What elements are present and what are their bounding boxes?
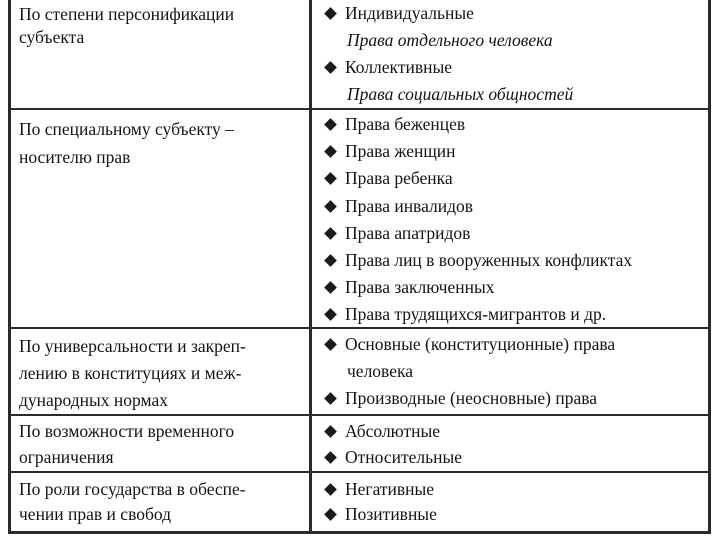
item-label: Права ребенка [345, 168, 453, 189]
list-item [326, 247, 704, 274]
item-label: Права заключенных [345, 277, 495, 298]
criterion-text: По возможности временного ограничения [19, 421, 235, 467]
criterion-text: По степени персонификации субъекта [19, 4, 235, 47]
criterion-text: По роли государства в обеспе- чении прав и свобод [19, 479, 246, 524]
criterion-cell [11, 416, 312, 471]
diamond-bullet-icon [324, 7, 337, 20]
list-item [326, 444, 704, 470]
item-note: Права отдельного человека [347, 30, 553, 50]
diamond-bullet-icon [324, 425, 337, 438]
item-label: Относительные [345, 447, 462, 467]
item-label: Права инвалидов [345, 195, 474, 216]
list-item [326, 0, 704, 27]
list-item [326, 193, 704, 220]
item-label: Коллективные [345, 57, 452, 77]
item-label: Права лиц в вооруженных конфликтах [345, 250, 633, 271]
diamond-bullet-icon [324, 392, 337, 405]
classification-table [8, 0, 711, 534]
diamond-bullet-icon [324, 200, 337, 213]
list-item [326, 418, 704, 444]
criterion-text: По специальному субъекту – носителю прав [19, 119, 234, 167]
list-item [326, 138, 704, 165]
diamond-bullet-icon [324, 173, 337, 186]
item-label: Позитивные [345, 504, 437, 524]
diamond-bullet-icon [324, 145, 337, 158]
diamond-bullet-icon [324, 338, 337, 351]
list-item [326, 301, 704, 328]
criterion-cell [11, 110, 312, 327]
item-label: Абсолютные [345, 421, 441, 441]
diamond-bullet-icon [324, 451, 337, 464]
criterion-text: По универсальности и закреп- лению в конституциях и меж- дународных нормах [19, 336, 246, 410]
types-cell [312, 473, 708, 531]
types-cell [312, 110, 708, 327]
table-row [11, 329, 708, 416]
table-row [11, 110, 708, 329]
table-row [11, 0, 708, 110]
criterion-cell [11, 473, 312, 531]
diamond-bullet-icon [324, 118, 337, 131]
types-cell [312, 416, 708, 471]
diamond-bullet-icon [324, 254, 337, 267]
item-label: Производные (неосновные) права [345, 388, 598, 408]
types-cell [312, 0, 708, 108]
diamond-bullet-icon [324, 227, 337, 240]
list-item [326, 220, 704, 247]
diamond-bullet-icon [324, 309, 337, 322]
item-label: Права трудящихся-мигрантов и др. [345, 304, 607, 325]
item-label: Основные (конституционные) права [345, 334, 616, 354]
list-item [326, 111, 704, 138]
item-label: Права женщин [345, 141, 456, 162]
item-note: Права социальных общностей [347, 84, 574, 104]
criterion-cell [11, 329, 312, 414]
diamond-bullet-icon [324, 483, 337, 496]
item-label: Права апатридов [345, 222, 471, 243]
table-row [11, 416, 708, 473]
table-row [11, 473, 708, 531]
diamond-bullet-icon [324, 508, 337, 521]
list-item [326, 274, 704, 301]
list-item [326, 477, 704, 502]
criterion-cell [11, 0, 312, 108]
types-cell [312, 329, 708, 414]
item-label: Права беженцев [345, 114, 466, 134]
diamond-bullet-icon [324, 281, 337, 294]
diamond-bullet-icon [324, 61, 337, 74]
list-item [326, 502, 704, 527]
list-item [326, 54, 704, 81]
list-item [326, 385, 704, 412]
item-continuation: человека [347, 361, 413, 381]
list-item [326, 331, 704, 358]
item-label: Индивидуальные [345, 3, 474, 23]
item-label: Негативные [345, 479, 435, 499]
list-item [326, 165, 704, 192]
